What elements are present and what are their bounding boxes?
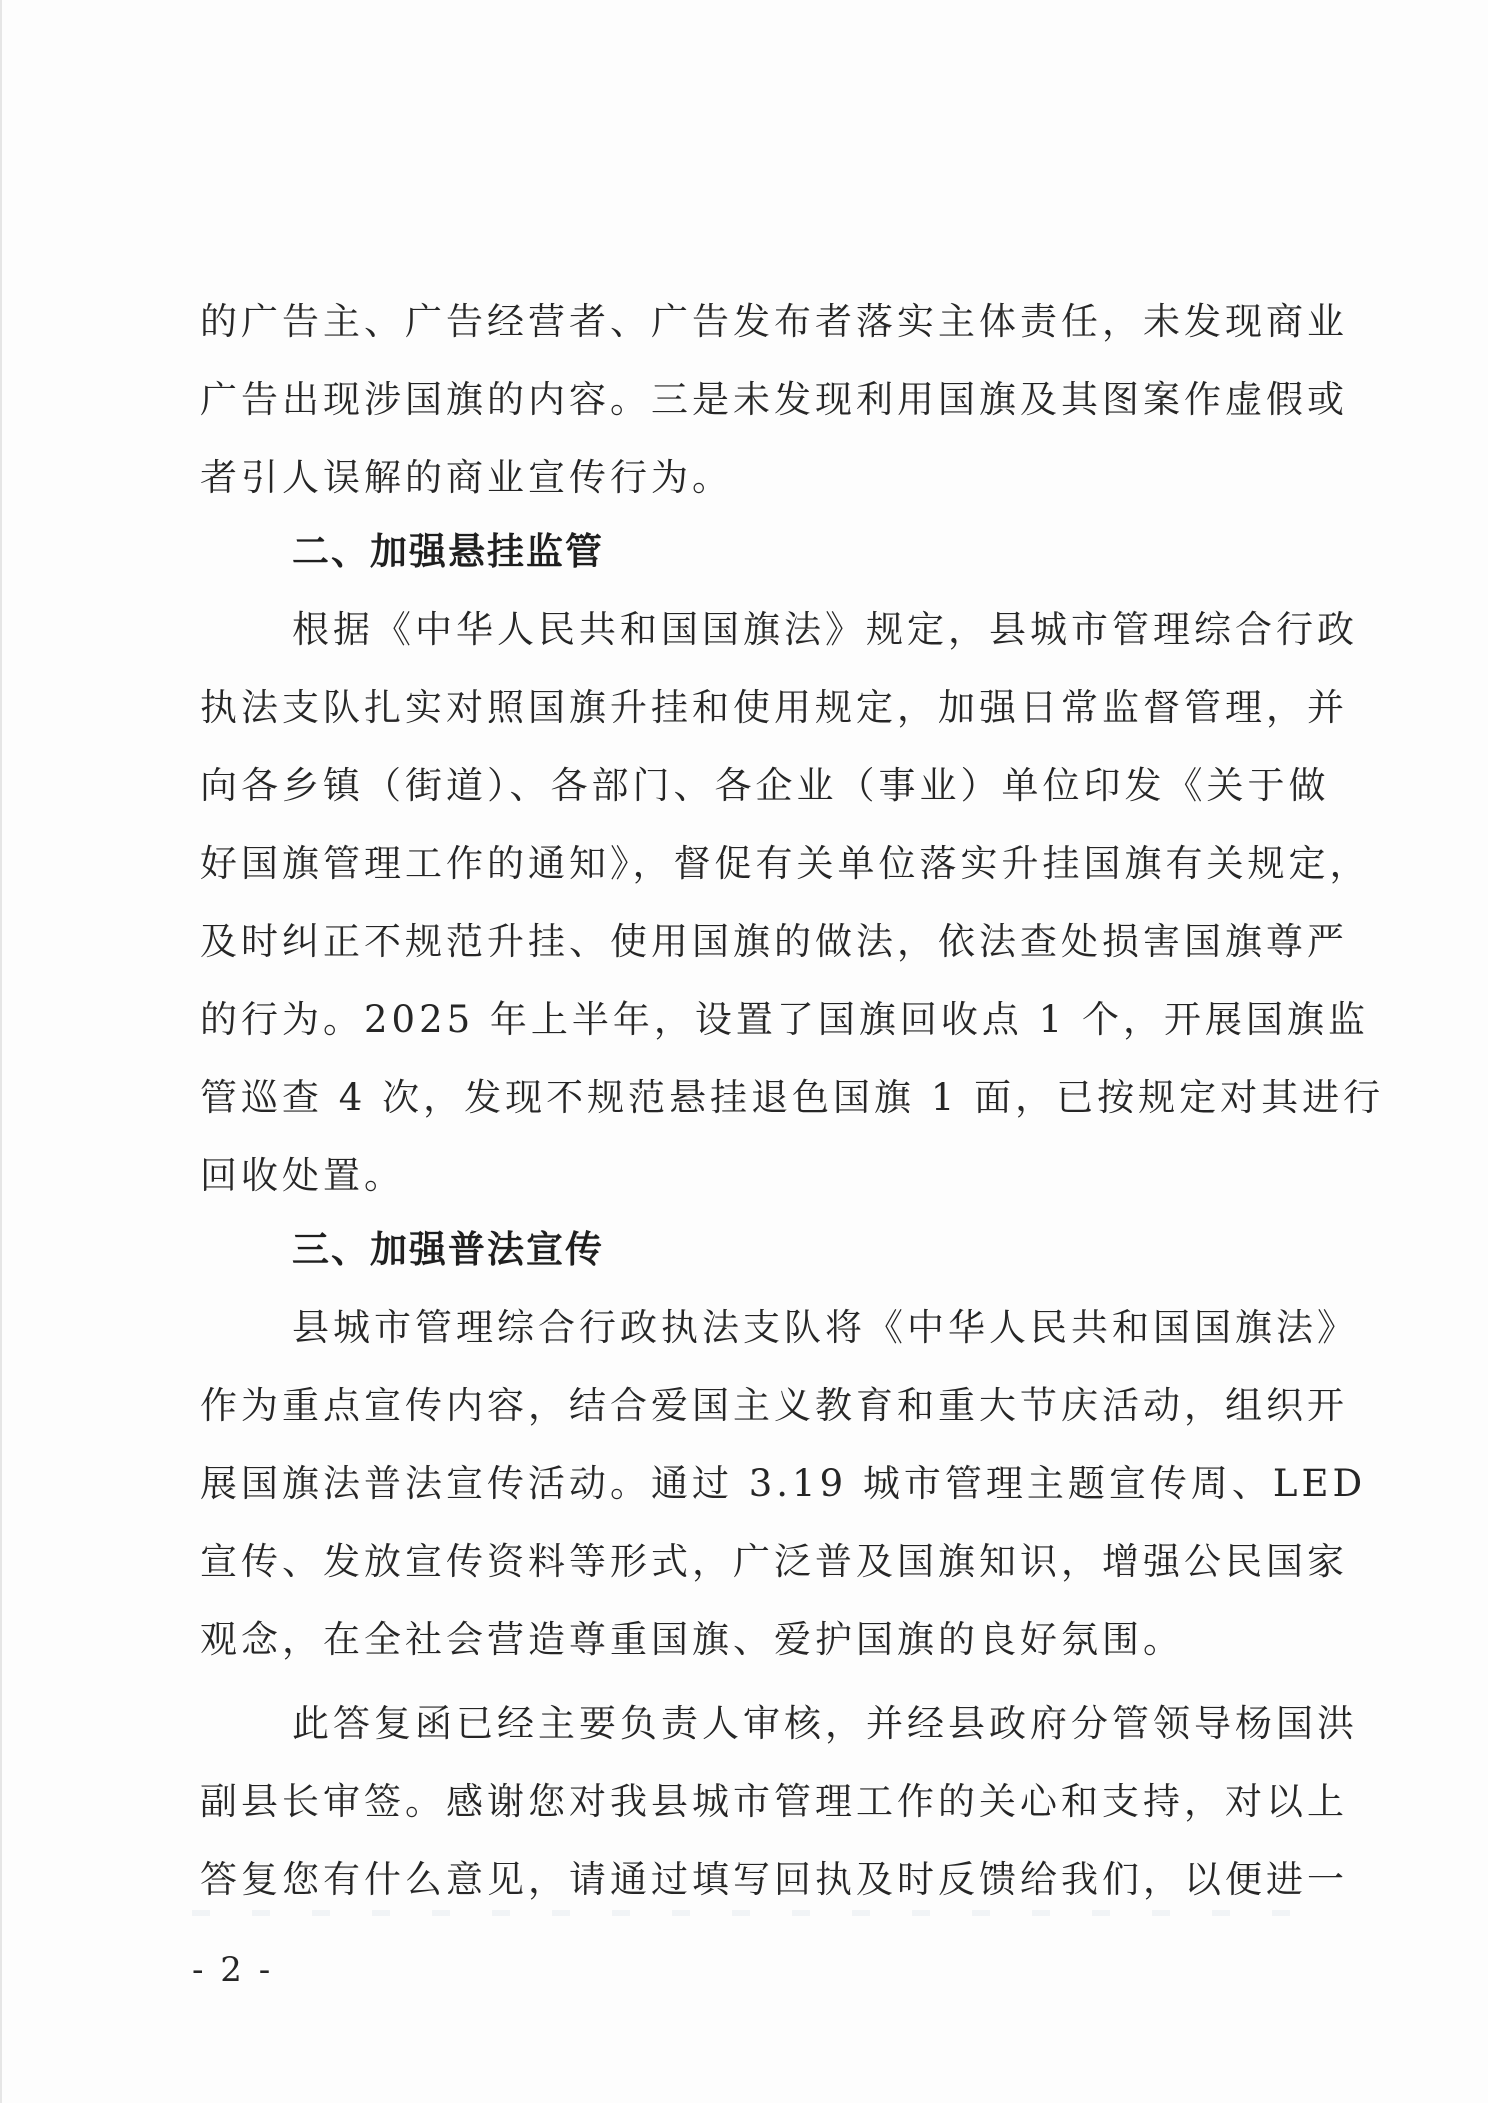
paragraph-line: 及时纠正不规范升挂、使用国旗的做法，依法查处损害国旗尊严 bbox=[200, 920, 1348, 963]
paragraph-line: 观念，在全社会营造尊重国旗、爱护国旗的良好氛围。 bbox=[200, 1618, 1184, 1661]
paragraph-line: 答复您有什么意见，请通过填写回执及时反馈给我们，以便进一 bbox=[200, 1858, 1348, 1901]
paragraph-line: 根据《中华人民共和国国旗法》规定，县城市管理综合行政 bbox=[292, 608, 1358, 651]
paragraph-line: 好国旗管理工作的通知》，督促有关单位落实升挂国旗有关规定， bbox=[200, 842, 1371, 885]
paragraph-line: 副县长审签。感谢您对我县城市管理工作的关心和支持，对以上 bbox=[200, 1780, 1348, 1823]
paragraph-line: 展国旗法普法宣传活动。通过 3.19 城市管理主题宣传周、LED bbox=[200, 1462, 1367, 1505]
paragraph-line: 者引人误解的商业宣传行为。 bbox=[200, 456, 733, 499]
paragraph-line: 回收处置。 bbox=[200, 1154, 405, 1197]
paragraph-line: 的广告主、广告经营者、广告发布者落实主体责任，未发现商业 bbox=[200, 300, 1348, 343]
paragraph-line: 广告出现涉国旗的内容。三是未发现利用国旗及其图案作虚假或 bbox=[200, 378, 1348, 421]
paragraph-line: 此答复函已经主要负责人审核，并经县政府分管领导杨国洪 bbox=[292, 1702, 1358, 1745]
paragraph-line: 作为重点宣传内容，结合爱国主义教育和重大节庆活动，组织开 bbox=[200, 1384, 1348, 1427]
paragraph-line: 县城市管理综合行政执法支队将《中华人民共和国国旗法》 bbox=[292, 1306, 1358, 1349]
page-number: - 2 - bbox=[192, 1950, 274, 1990]
paragraph-line: 宣传、发放宣传资料等形式，广泛普及国旗知识，增强公民国家 bbox=[200, 1540, 1348, 1583]
paragraph-line: 向各乡镇（街道）、各部门、各企业（事业）单位印发《关于做 bbox=[200, 764, 1330, 807]
section-heading-hanging-supervision: 二、加强悬挂监管 bbox=[292, 530, 604, 573]
section-heading-legal-publicity: 三、加强普法宣传 bbox=[292, 1228, 604, 1271]
scan-artifact bbox=[192, 1910, 1312, 1916]
paragraph-line: 管巡查 4 次，发现不规范悬挂退色国旗 1 面，已按规定对其进行 bbox=[200, 1076, 1385, 1119]
paragraph-line: 的行为。2025 年上半年，设置了国旗回收点 1 个，开展国旗监 bbox=[200, 998, 1369, 1041]
paragraph-line: 执法支队扎实对照国旗升挂和使用规定，加强日常监督管理，并 bbox=[200, 686, 1348, 729]
